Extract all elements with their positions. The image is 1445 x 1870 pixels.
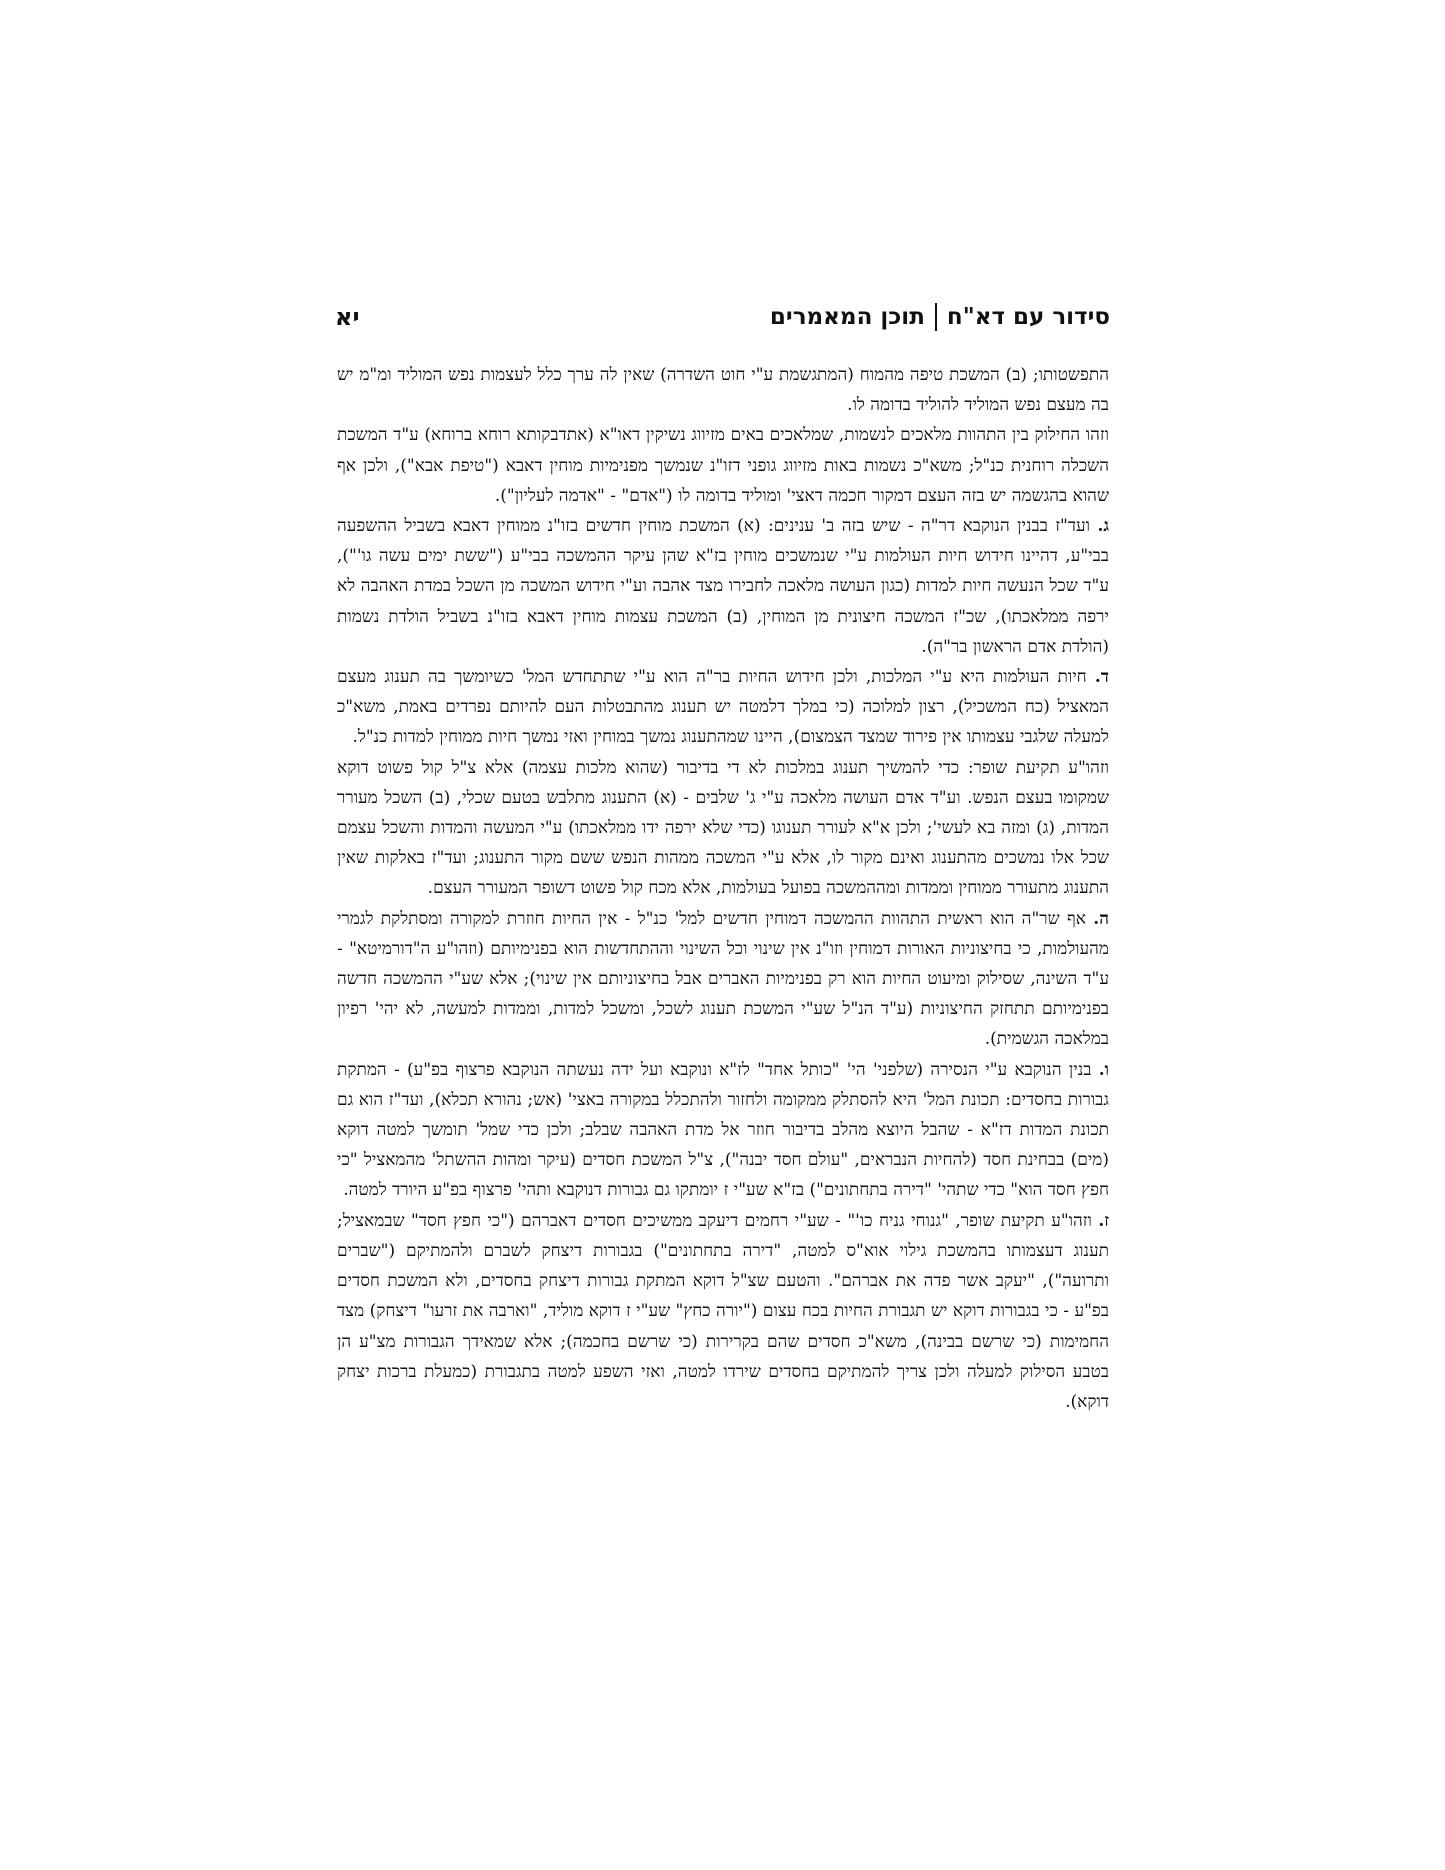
paragraph — [337, 904, 1109, 1055]
header-titles — [770, 303, 1110, 331]
text-body — [337, 360, 1109, 1417]
section-letter: ג. — [1097, 516, 1109, 537]
paragraph — [337, 420, 1109, 511]
book-title: סידור עם דא"ח — [946, 304, 1110, 330]
header-divider — [935, 303, 937, 331]
section-letter: ד. — [1094, 667, 1109, 688]
paragraph-text: התפשטותו; (ב) המשכת טיפה מהמוח (המתגשמת ע"י חוט השדרה) שאין לה ערך כלל לעצמות נפש המוליד ומ"מ יש בה מעצם נפש המוליד להוליד בדומה לו. — [337, 365, 1109, 416]
paragraph-text: וזהו"ע תקיעת שופר: כדי להמשיך תענוג במלכות לא די בדיבור (שהוא מלכות עצמה) אלא צ"ל קול פשוט דוקא שמקומו בעצם הנפש. וע"ד אדם העושה מלאכה ע"י ג' שלבים - (א) התענוג מתלבש בטעם שכלי, (ב) השכל מעורר המדות, (ג) ומזה בא לעשי'; ולכן א"א לעורר תענוגו (כדי שלא ירפה ידו ממלאכתו) ע"י המעשה והמדות והשכל עצמם שכל אלו נמשכים מהתענוג ואינם מקור לו, אלא ע"י המשכה ממהות הנפש ששם מקור התענוג; ועד"ז באלקות שאין התענוג מתעורר ממוחין וממדות ומההמשכה בפועל בעולמות, אלא מכח קול פשוט דשופר המעורר העצם. — [337, 757, 1109, 899]
running-header — [335, 300, 1110, 334]
section-letter: ה. — [1093, 908, 1109, 929]
paragraph-text: וזהו"ע תקיעת שופר, "גנוחי גניח כו'" - שע"י רחמים דיעקב ממשיכים חסדים דאברהם ("כי חפץ חסד" שבמאציל; תענוג דעצמותו בהמשכת גילוי אוא"ס למטה, "דירה בתחתונים") בגבורות דיצחק לשברם ולהמתיקם ("שברים ותרועה"), "יעקב אשר פדה את אברהם". והטעם שצ"ל דוקא המתקת גבורות דיצחק בחסדים, ולא המשכת חסדים בפ"ע - כי בגבורות דוקא יש תגבורת החיות בכח עצום ("יורה כחץ" שע"י ז דוקא מוליד, "וארבה את זרעו" דיצחק) מצד החמימות (כי שרשם בבינה), משא"כ חסדים שהם בקרירות (כי שרשם בחכמה); אלא שמאידך הגבורות מצ"ע הן בטבע הסילוק למעלה ולכן צריך להמתיקם בחסדים שירדו למטה, ואזי השפע למטה בתגבורת (כמעלת ברכות יצחק דוקא). — [337, 1210, 1109, 1412]
paragraph — [337, 1055, 1109, 1206]
paragraph — [337, 360, 1109, 420]
section-letter: ז. — [1098, 1210, 1109, 1231]
paragraph-text: וזהו החילוק בין התהוות מלאכים לנשמות, שמלאכים באים מזיווג נשיקין דאו"א (אתדבקותא רוחא ברוחא) ע"ד המשכת השכלה רוחנית כנ"ל; משא"כ נשמות באות מזיווג גופני דזו"נ שנמשך מפנימיות מוחין דאבא ("טיפת אבא"), ולכן אף שהוא בהגשמה יש בזה העצם דמקור חכמה דאצי' ומוליד בדומה לו ("אדם" - "אדמה לעליון"). — [337, 425, 1109, 506]
paragraph-text: בנין הנוקבא ע"י הנסירה (שלפני' הי' "כותל אחד" לז"א ונוקבא ועל ידה נעשתה הנוקבא פרצוף בפ"ע) - המתקת גבורות בחסדים: תכונת המל' היא להסתלק ממקומה ולחזור ולהתכלל במקורה באצי' (אש; נהורא תכלא), ועד"ז הוא גם תכונת המדות דז"א - שהבל היוצא מהלב בדיבור חוזר אל מדת האהבה שבלב; ולכן כדי שמל' תומשך למטה דוקא (מים) בבחינת חסד (להחיות הנבראים, "עולם חסד יבנה"), צ"ל המשכת חסדים (עיקר ומהות ההשתל' מהמאציל "כי חפץ חסד הוא" כדי שתהי' "דירה בתחתונים") בז"א שע"י ז יומתקו גם גבורות דנוקבא ותהי' פרצוף בפ"ע היורד למטה. — [337, 1059, 1109, 1201]
paragraph-text: ועד"ז בבנין הנוקבא דר"ה - שיש בזה ב' ענינים: (א) המשכת מוחין חדשים בזו"נ ממוחין דאבא בשביל ההשפעה בבי"ע, דהיינו חידוש חיות העולמות ע"י שנמשכים מוחין בז"א שהן עיקר ההמשכה בבי"ע ("ששת ימים עשה גו'"), ע"ד שכל הנעשה חיות למדות (כגון העושה מלאכה לחבירו מצד אהבה וע"י חידוש המשכה מן השכל במדת האהבה לא ירפה ממלאכתו), שכ"ז המשכה חיצונית מן המוחין, (ב) המשכת עצמות מוחין דאבא בזו"נ בשביל הולדת נשמות (הולדת אדם הראשון בר"ה). — [337, 516, 1109, 657]
section-title: תוכן המאמרים — [769, 304, 925, 330]
paragraph-text: חיות העולמות היא ע"י המלכות, ולכן חידוש החיות בר"ה הוא ע"י שתתחדש המל' כשיומשך בה תענוג מעצם המאציל (כח המשכיל), רצון למלוכה (כי במלך דלמטה יש תענוג מהתבטלות העם להיותם נפרדים באמת, משא"כ למעלה שלגבי עצמותו אין פירוד שמצד הצמצום), היינו שמהתענוג נמשך במוחין ואזי נמשך חיות ממוחין למדות כנ"ל. — [337, 667, 1109, 748]
page-number: יא — [335, 303, 360, 331]
paragraph — [337, 1206, 1109, 1417]
paragraph — [337, 511, 1109, 662]
section-letter: ו. — [1098, 1059, 1109, 1080]
paragraph — [337, 662, 1109, 753]
paragraph-text: אף שר"ה הוא ראשית התהוות ההמשכה דמוחין חדשים למל' כנ"ל - אין החיות חוזרת למקורה ומסתלקת לגמרי מהעולמות, כי בחיצוניות האורות דמוחין וזו"נ אין שינוי וכל השינוי וההתחדשות הוא בפנימיותם (וזהו"ע ה"דורמיטא" - ע"ד השינה, שסילוק ומיעוט החיות הוא רק בפנימיות האברים אבל בחיצוניותם אין שינוי); אלא שע"י ההמשכה חדשה בפנימיותם תתחזק החיצוניות (ע"ד הנ"ל שע"י המשכת תענוג לשכל, ומשכל למדות, וממדות למעשה, לא יהי' רפיון במלאכה הגשמית). — [337, 908, 1109, 1050]
paragraph — [337, 753, 1109, 904]
